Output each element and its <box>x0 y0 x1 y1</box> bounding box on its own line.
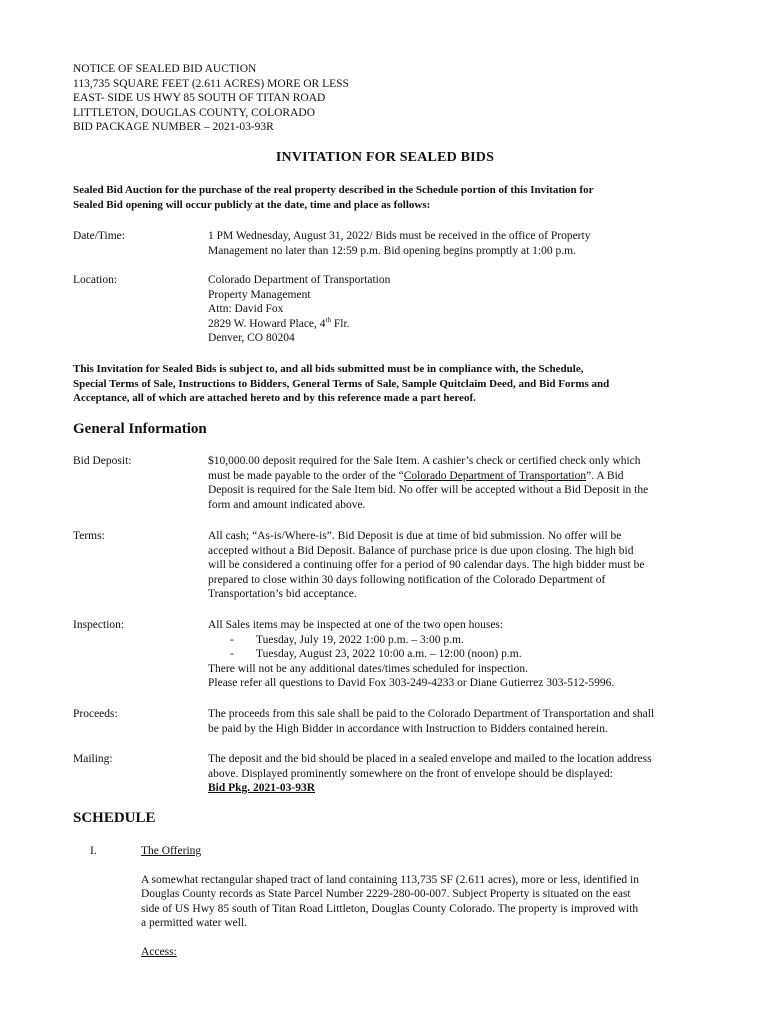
header-line: 113,735 SQUARE FEET (2.611 ACRES) MORE OR LESS <box>73 77 349 90</box>
payable-text-end: ”. A Bid <box>586 469 624 482</box>
location-line <box>208 317 703 332</box>
offering-body <box>141 844 701 960</box>
address-ordinal: th <box>325 315 331 324</box>
compliance-line: This Invitation for Sealed Bids is subject to, and all bids submitted must be in compliance with, the Schedule, <box>73 363 584 375</box>
mailing-label: Mailing: <box>73 753 113 765</box>
terms-value <box>208 529 703 602</box>
location-value <box>208 273 703 346</box>
inspection-line: All Sales items may be inspected at one of the two open houses: <box>208 619 504 631</box>
compliance-paragraph <box>73 362 703 406</box>
compliance-line: Acceptance, all of which are attached hereto and by this reference made a part hereof. <box>73 392 476 405</box>
header-line: EAST- SIDE US HWY 85 SOUTH OF TITAN ROAD <box>73 92 326 105</box>
datetime-label: Date/Time: <box>73 230 125 242</box>
inspection-line: Please refer all questions to David Fox 303-249-4233 or Diane Gutierrez 303-512-5996. <box>208 677 615 690</box>
header-line: BID PACKAGE NUMBER – 2021-03-93R <box>73 121 274 134</box>
intro-paragraph <box>73 183 693 212</box>
bid-deposit-line: form and amount indicated above. <box>208 498 366 511</box>
address-street: 2829 W. Howard Place, 4 <box>208 317 326 330</box>
location-line: Property Management <box>208 288 311 301</box>
offering-line: side of US Hwy 85 south of Titan Road Littleton, Douglas County Colorado. The property is improved with <box>141 902 639 915</box>
offering-line: Douglas County records as State Parcel Number 2229-280-00-007. Subject Property is situated on the east <box>141 888 631 901</box>
location-line: Denver, CO 80204 <box>208 332 295 345</box>
access-heading: Access: <box>141 945 177 958</box>
location-label: Location: <box>73 274 118 286</box>
inspection-label: Inspection: <box>73 619 125 631</box>
dash-bullet: - <box>230 633 234 646</box>
header-line: NOTICE OF SEALED BID AUCTION <box>73 63 257 75</box>
bid-deposit-line: Deposit is required for the Sale Item bid. No offer will be accepted without a Bid Deposit in the <box>208 484 649 497</box>
terms-line: Transportation’s bid acceptance. <box>208 588 357 601</box>
inspection-line: There will not be any additional dates/times scheduled for inspection. <box>208 662 528 675</box>
terms-line: prepared to close within 30 days following notification of the Colorado Department of <box>208 573 606 586</box>
payee-underlined: Colorado Department of Transportation <box>403 469 587 482</box>
proceeds-value <box>208 707 703 736</box>
dash-bullet: - <box>230 648 234 661</box>
open-house-item <box>208 633 703 648</box>
proceeds-line: The proceeds from this sale shall be paid to the Colorado Department of Transportation and shall <box>208 708 655 720</box>
intro-line: Sealed Bid Auction for the purchase of the real property described in the Schedule portion of this Invitation for <box>73 184 594 196</box>
address-floor: Flr. <box>331 317 350 330</box>
offering-line: A somewhat rectangular shaped tract of land containing 113,735 SF (2.611 acres), more or less, identified in <box>141 873 639 886</box>
location-line: Colorado Department of Transportation <box>208 274 391 286</box>
payable-text: must be made payable to the order of the “ <box>208 469 404 482</box>
mailing-line: The deposit and the bid should be placed in a sealed envelope and mailed to the location address <box>208 753 652 765</box>
datetime-value <box>208 229 703 258</box>
general-information-heading: General Information <box>73 421 207 437</box>
bid-deposit-value <box>208 454 703 512</box>
terms-line: will be considered a continuing offer for a period of 90 calendar days. The high bidder must be <box>208 559 645 572</box>
schedule-heading: SCHEDULE <box>73 810 156 826</box>
bid-package-reference: Bid Pkg. 2021-03-93R <box>208 782 316 795</box>
location-line: Attn: David Fox <box>208 303 284 316</box>
offering-heading: The Offering <box>141 845 202 857</box>
proceeds-label: Proceeds: <box>73 708 118 720</box>
notice-header <box>73 62 349 135</box>
terms-line: accepted without a Bid Deposit. Balance of purchase price is due upon closing. The high bid <box>208 544 634 557</box>
bid-deposit-label: Bid Deposit: <box>73 455 132 467</box>
datetime-line: Management no later than 12:59 p.m. Bid opening begins promptly at 1:00 p.m. <box>208 244 576 257</box>
proceeds-line: be paid by the High Bidder in accordance with Instruction to Bidders contained herein. <box>208 722 608 735</box>
bid-deposit-line <box>208 469 703 484</box>
header-line: LITTLETON, DOUGLAS COUNTY, COLORADO <box>73 106 316 119</box>
terms-label: Terms: <box>73 530 105 542</box>
open-house-date: Tuesday, July 19, 2022 1:00 p.m. – 3:00 p.m. <box>256 633 464 646</box>
compliance-line: Special Terms of Sale, Instructions to Bidders, General Terms of Sale, Sample Quitclaim Deed, and Bid Forms and <box>73 377 610 390</box>
open-house-item <box>208 647 703 662</box>
mailing-value <box>208 752 703 796</box>
section-numeral: I. <box>90 845 97 857</box>
mailing-line: above. Displayed prominently somewhere on the front of envelope should be displayed: <box>208 767 613 780</box>
datetime-line: 1 PM Wednesday, August 31, 2022/ Bids must be received in the office of Property <box>208 230 591 242</box>
bid-deposit-line: $10,000.00 deposit required for the Sale Item. A cashier’s check or certified check only which <box>208 455 641 467</box>
inspection-value <box>208 618 703 691</box>
document-title: INVITATION FOR SEALED BIDS <box>275 150 495 165</box>
open-house-date: Tuesday, August 23, 2022 10:00 a.m. – 12:00 (noon) p.m. <box>256 648 522 661</box>
terms-line: All cash; “As-is/Where-is”. Bid Deposit is due at time of bid submission. No offer will be <box>208 530 622 542</box>
intro-line: Sealed Bid opening will occur publicly at the date, time and place as follows: <box>73 198 431 211</box>
offering-line: a permitted water well. <box>141 917 248 930</box>
